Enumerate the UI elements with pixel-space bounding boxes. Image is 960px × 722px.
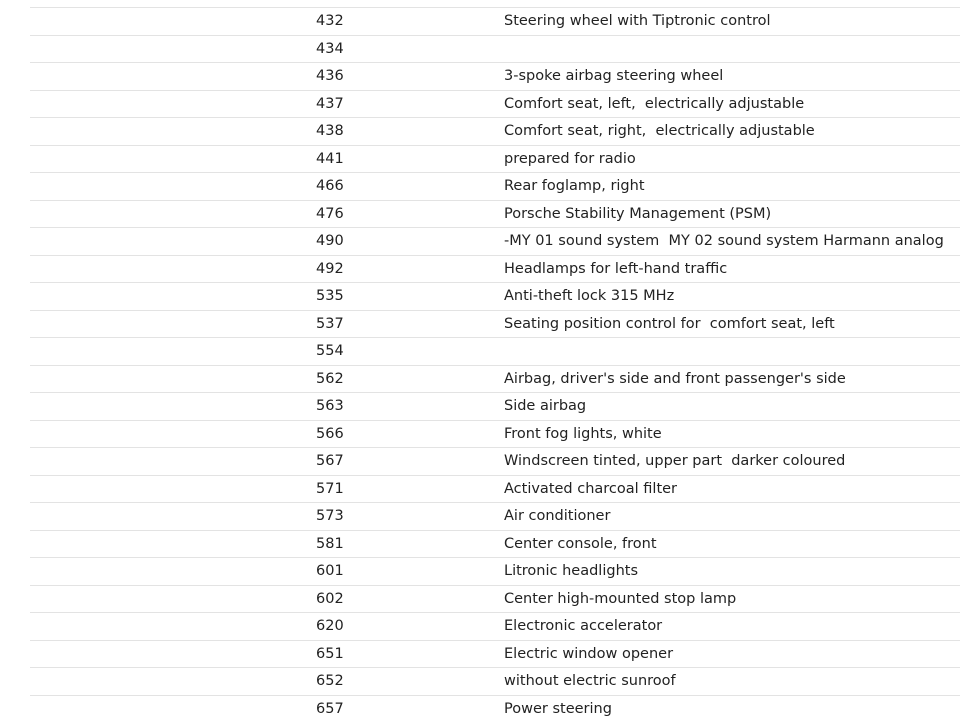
option-description: Front fog lights, white xyxy=(504,421,662,447)
table-row xyxy=(30,475,960,503)
table-row xyxy=(30,310,960,338)
option-description: without electric sunroof xyxy=(504,668,676,694)
option-code: 535 xyxy=(316,283,344,309)
option-code: 562 xyxy=(316,366,344,392)
option-description: Power steering xyxy=(504,696,612,722)
option-code: 563 xyxy=(316,393,344,419)
option-description: 3-spoke airbag steering wheel xyxy=(504,63,723,89)
option-code: 438 xyxy=(316,118,344,144)
option-description: Litronic headlights xyxy=(504,558,638,584)
table-row xyxy=(30,337,960,365)
option-code: 434 xyxy=(316,36,344,62)
table-row xyxy=(30,667,960,695)
table-row xyxy=(30,200,960,228)
option-description: Center console, front xyxy=(504,531,657,557)
option-code: 537 xyxy=(316,311,344,337)
option-code: 476 xyxy=(316,201,344,227)
table-row xyxy=(30,557,960,585)
option-description: Porsche Stability Management (PSM) xyxy=(504,201,771,227)
table-row xyxy=(30,145,960,173)
table-row xyxy=(30,365,960,393)
option-code: 554 xyxy=(316,338,344,364)
option-code: 466 xyxy=(316,173,344,199)
option-description: Seating position control for comfort seat, left xyxy=(504,311,835,337)
option-code: 573 xyxy=(316,503,344,529)
table-row xyxy=(30,227,960,255)
table-row xyxy=(30,35,960,63)
table-row xyxy=(30,392,960,420)
option-code: 620 xyxy=(316,613,344,639)
option-code: 441 xyxy=(316,146,344,172)
option-code: 436 xyxy=(316,63,344,89)
option-codes-table xyxy=(30,0,960,722)
option-code: 566 xyxy=(316,421,344,447)
table-row xyxy=(30,117,960,145)
table-row xyxy=(30,62,960,90)
option-code: 437 xyxy=(316,91,344,117)
table-row xyxy=(30,282,960,310)
table-row xyxy=(30,640,960,668)
table-row xyxy=(30,502,960,530)
option-description: Comfort seat, left, electrically adjustable xyxy=(504,91,804,117)
option-description: -MY 01 sound system MY 02 sound system Harmann analog xyxy=(504,228,944,254)
table-row xyxy=(30,447,960,475)
option-code: 571 xyxy=(316,476,344,502)
option-description: Anti-theft lock 315 MHz xyxy=(504,283,674,309)
table-row xyxy=(30,695,960,722)
option-code: 492 xyxy=(316,256,344,282)
table-row xyxy=(30,7,960,35)
option-code: 652 xyxy=(316,668,344,694)
option-description: Activated charcoal filter xyxy=(504,476,677,502)
table-row xyxy=(30,255,960,283)
option-description: Side airbag xyxy=(504,393,586,419)
table-row xyxy=(30,612,960,640)
option-code: 602 xyxy=(316,586,344,612)
option-code: 567 xyxy=(316,448,344,474)
table-row xyxy=(30,0,960,7)
option-description: Windscreen tinted, upper part darker coloured xyxy=(504,448,845,474)
option-code: 432 xyxy=(316,8,344,34)
option-description: Headlamps for left-hand traffic xyxy=(504,256,727,282)
option-description: Air conditioner xyxy=(504,503,610,529)
option-code: 601 xyxy=(316,558,344,584)
option-description: Center high-mounted stop lamp xyxy=(504,586,736,612)
table-row xyxy=(30,90,960,118)
option-description: Steering wheel with Tiptronic control xyxy=(504,8,771,34)
table-row xyxy=(30,420,960,448)
option-code: 490 xyxy=(316,228,344,254)
option-description: Electronic accelerator xyxy=(504,613,662,639)
option-code: 651 xyxy=(316,641,344,667)
option-description: Rear foglamp, right xyxy=(504,173,645,199)
option-code: 581 xyxy=(316,531,344,557)
option-description: Electric window opener xyxy=(504,641,673,667)
table-row xyxy=(30,585,960,613)
option-description: Comfort seat, right, electrically adjustable xyxy=(504,118,815,144)
option-description: Airbag, driver's side and front passenger's side xyxy=(504,366,846,392)
option-code: 657 xyxy=(316,696,344,722)
table-row xyxy=(30,172,960,200)
option-description: prepared for radio xyxy=(504,146,636,172)
table-row xyxy=(30,530,960,558)
